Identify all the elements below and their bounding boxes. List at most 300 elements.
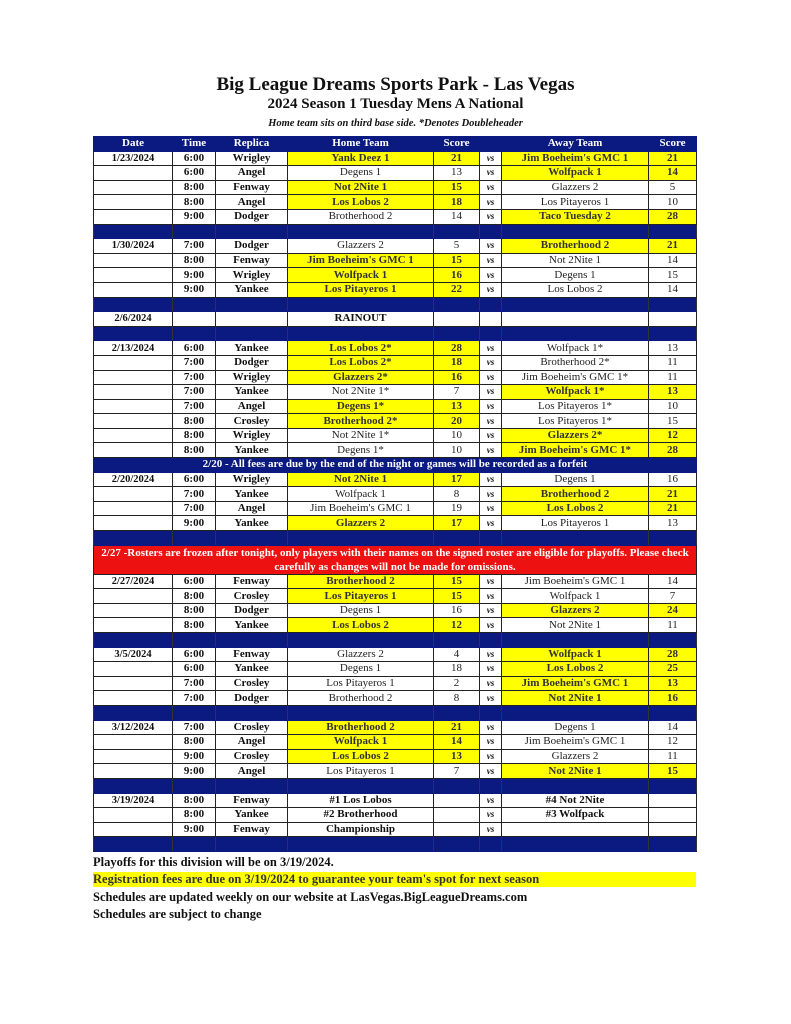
home-team-cell: Los Pitayeros 1 [288,589,434,604]
separator-cell [480,326,502,341]
away-team-cell: Los Lobos 2 [502,662,649,677]
home-score-cell: 20 [434,414,480,429]
home-score-cell: 15 [434,180,480,195]
home-team-cell: Wolfpack 1 [288,268,434,283]
date-cell [94,253,173,268]
replica-cell: Fenway [216,180,288,195]
vs-cell: vs [480,618,502,633]
replica-cell [216,312,288,327]
game-row [94,428,697,443]
away-score-cell: 28 [649,443,697,458]
separator-cell [288,837,434,852]
separator-cell [216,633,288,648]
time-cell: 8:00 [173,808,216,823]
separator-cell [216,297,288,312]
vs-cell: vs [480,574,502,589]
replica-cell: Wrigley [216,268,288,283]
date-cell: 3/19/2024 [94,793,173,808]
home-score-cell: 4 [434,647,480,662]
separator-cell [434,531,480,546]
away-team-cell: Degens 1 [502,268,649,283]
separator-cell [434,224,480,239]
week-separator [94,633,697,648]
home-team-cell: Los Pitayeros 1 [288,764,434,779]
away-score-cell: 11 [649,370,697,385]
home-team-cell: Glazzers 2 [288,239,434,254]
separator-cell [216,705,288,720]
time-cell: 6:00 [173,574,216,589]
separator-cell [502,326,649,341]
home-team-cell: Los Pitayeros 1 [288,282,434,297]
away-score-cell [649,793,697,808]
away-team-cell: Glazzers 2 [502,603,649,618]
separator-cell [649,837,697,852]
away-team-cell: Los Lobos 2 [502,282,649,297]
header-away-team: Away Team [502,137,649,152]
date-cell [94,385,173,400]
header-date: Date [94,137,173,152]
away-score-cell: 14 [649,720,697,735]
home-team-cell: RAINOUT [288,312,434,327]
time-cell: 8:00 [173,735,216,750]
week-separator [94,705,697,720]
time-cell: 8:00 [173,428,216,443]
playoffs-note: Playoffs for this division will be on 3/19/2024. [93,855,334,869]
date-cell [94,589,173,604]
header-replica: Replica [216,137,288,152]
week-separator [94,326,697,341]
away-score-cell: 16 [649,472,697,487]
game-row [94,735,697,750]
away-team-cell: Los Pitayeros 1* [502,414,649,429]
vs-cell: vs [480,151,502,166]
vs-cell: vs [480,647,502,662]
time-cell: 7:00 [173,355,216,370]
game-row [94,195,697,210]
home-team-cell: Degens 1 [288,662,434,677]
date-cell [94,370,173,385]
separator-cell [288,531,434,546]
vs-cell: vs [480,749,502,764]
separator-cell [480,531,502,546]
replica-cell: Yankee [216,487,288,502]
game-row [94,180,697,195]
away-team-cell: Not 2Nite 1 [502,691,649,706]
home-team-cell: Brotherhood 2 [288,720,434,735]
away-team-cell: Wolfpack 1* [502,385,649,400]
date-cell [94,735,173,750]
vs-cell: vs [480,487,502,502]
vs-cell: vs [480,720,502,735]
game-row [94,647,697,662]
replica-cell: Yankee [216,516,288,531]
date-cell: 2/13/2024 [94,341,173,356]
home-team-cell: #1 Los Lobos [288,793,434,808]
home-score-cell [434,312,480,327]
replica-cell: Yankee [216,443,288,458]
game-row [94,209,697,224]
home-score-cell: 17 [434,472,480,487]
date-cell [94,166,173,181]
away-score-cell: 14 [649,574,697,589]
replica-cell: Angel [216,195,288,210]
separator-cell [502,778,649,793]
away-team-cell: Brotherhood 2* [502,355,649,370]
home-team-cell: Brotherhood 2 [288,691,434,706]
away-team-cell: Wolfpack 1 [502,647,649,662]
away-score-cell: 13 [649,516,697,531]
header-time: Time [173,137,216,152]
game-row [94,822,697,837]
home-score-cell: 21 [434,720,480,735]
vs-cell: vs [480,268,502,283]
vs-cell: vs [480,428,502,443]
game-row [94,808,697,823]
time-cell: 6:00 [173,647,216,662]
home-score-cell: 13 [434,749,480,764]
replica-cell: Fenway [216,253,288,268]
away-team-cell: Wolfpack 1 [502,166,649,181]
vs-cell: vs [480,399,502,414]
away-score-cell: 12 [649,735,697,750]
away-team-cell: Not 2Nite 1 [502,764,649,779]
game-row [94,516,697,531]
replica-cell: Wrigley [216,151,288,166]
home-score-cell: 8 [434,691,480,706]
game-row [94,414,697,429]
replica-cell: Angel [216,166,288,181]
game-row [94,603,697,618]
time-cell: 6:00 [173,151,216,166]
away-score-cell: 15 [649,268,697,283]
home-team-cell: Brotherhood 2* [288,414,434,429]
away-team-cell: Los Lobos 2 [502,501,649,516]
separator-cell [288,778,434,793]
time-cell: 9:00 [173,516,216,531]
time-cell: 7:00 [173,676,216,691]
away-score-cell: 5 [649,180,697,195]
week-separator [94,837,697,852]
away-score-cell: 12 [649,428,697,443]
home-score-cell: 22 [434,282,480,297]
vs-cell: vs [480,603,502,618]
home-score-cell [434,793,480,808]
separator-cell [502,837,649,852]
date-cell [94,195,173,210]
away-score-cell: 24 [649,603,697,618]
vs-cell: vs [480,764,502,779]
vs-cell: vs [480,166,502,181]
schedule-table [93,136,697,852]
game-row [94,749,697,764]
home-team-cell: #2 Brotherhood [288,808,434,823]
game-row [94,355,697,370]
game-row [94,166,697,181]
home-score-cell: 10 [434,443,480,458]
replica-cell: Yankee [216,618,288,633]
header-row [94,137,697,152]
separator-cell [480,705,502,720]
separator-cell [502,531,649,546]
separator-cell [434,633,480,648]
separator-cell [173,297,216,312]
away-team-cell: Wolfpack 1 [502,589,649,604]
home-score-cell: 17 [434,516,480,531]
vs-cell: vs [480,822,502,837]
vs-cell: vs [480,385,502,400]
home-score-cell: 18 [434,662,480,677]
replica-cell: Yankee [216,282,288,297]
date-cell [94,443,173,458]
separator-cell [94,778,173,793]
away-team-cell: Glazzers 2 [502,749,649,764]
away-score-cell: 11 [649,749,697,764]
separator-cell [216,224,288,239]
away-team-cell: Los Pitayeros 1* [502,399,649,414]
away-score-cell: 10 [649,195,697,210]
vs-cell: vs [480,195,502,210]
away-team-cell: Degens 1 [502,472,649,487]
separator-cell [649,705,697,720]
home-team-cell: Degens 1 [288,603,434,618]
header-vs [480,137,502,152]
game-row [94,399,697,414]
home-score-cell [434,808,480,823]
away-score-cell: 15 [649,764,697,779]
time-cell: 8:00 [173,793,216,808]
separator-cell [94,705,173,720]
time-cell: 6:00 [173,341,216,356]
week-separator [94,224,697,239]
vs-cell: vs [480,443,502,458]
home-score-cell: 16 [434,370,480,385]
separator-cell [480,778,502,793]
game-row [94,282,697,297]
home-team-cell: Brotherhood 2 [288,209,434,224]
time-cell: 7:00 [173,239,216,254]
away-team-cell: Glazzers 2* [502,428,649,443]
away-score-cell: 21 [649,487,697,502]
separator-cell [502,224,649,239]
away-score-cell: 11 [649,355,697,370]
date-cell: 1/30/2024 [94,239,173,254]
home-team-cell: Los Lobos 2 [288,618,434,633]
vs-cell: vs [480,501,502,516]
away-team-cell: Wolfpack 1* [502,341,649,356]
home-score-cell: 14 [434,735,480,750]
away-score-cell: 13 [649,341,697,356]
separator-cell [94,297,173,312]
separator-cell [649,633,697,648]
game-row [94,662,697,677]
separator-cell [288,224,434,239]
separator-cell [94,633,173,648]
home-team-cell: Wolfpack 1 [288,735,434,750]
game-row [94,618,697,633]
replica-cell: Crosley [216,749,288,764]
replica-cell: Dodger [216,239,288,254]
replica-cell: Yankee [216,385,288,400]
date-cell [94,808,173,823]
date-cell [94,268,173,283]
home-team-cell: Los Lobos 2* [288,341,434,356]
home-score-cell: 18 [434,195,480,210]
time-cell: 7:00 [173,501,216,516]
away-team-cell: Los Pitayeros 1 [502,516,649,531]
date-cell [94,822,173,837]
date-cell [94,749,173,764]
separator-cell [434,297,480,312]
date-cell: 2/20/2024 [94,472,173,487]
date-cell [94,691,173,706]
away-team-cell: Brotherhood 2 [502,239,649,254]
away-score-cell [649,312,697,327]
vs-cell: vs [480,793,502,808]
time-cell: 7:00 [173,399,216,414]
separator-cell [216,837,288,852]
away-score-cell: 15 [649,414,697,429]
home-team-cell: Not 2Nite 1 [288,472,434,487]
time-cell: 8:00 [173,618,216,633]
vs-cell: vs [480,516,502,531]
time-cell: 8:00 [173,589,216,604]
date-cell: 2/6/2024 [94,312,173,327]
away-score-cell: 14 [649,253,697,268]
away-team-cell: Jim Boeheim's GMC 1 [502,574,649,589]
away-team-cell: Jim Boeheim's GMC 1* [502,443,649,458]
time-cell: 8:00 [173,443,216,458]
away-score-cell: 21 [649,501,697,516]
home-score-cell: 14 [434,209,480,224]
home-score-cell: 13 [434,399,480,414]
away-team-cell [502,822,649,837]
vs-cell: vs [480,282,502,297]
replica-cell: Dodger [216,209,288,224]
away-team-cell: Glazzers 2 [502,180,649,195]
separator-cell [173,531,216,546]
date-cell [94,516,173,531]
date-cell [94,428,173,443]
separator-cell [649,326,697,341]
home-score-cell: 21 [434,151,480,166]
away-team-cell: Brotherhood 2 [502,487,649,502]
game-row [94,574,697,589]
home-team-cell: Championship [288,822,434,837]
away-team-cell: Jim Boeheim's GMC 1 [502,151,649,166]
home-score-cell: 10 [434,428,480,443]
separator-cell [480,837,502,852]
separator-cell [502,633,649,648]
notice-text: 2/27 -Rosters are frozen after tonight, only players with their names on the signed roster are eligible for playoffs. Please check carefully as changes will not be made for omissions. [94,545,697,574]
away-team-cell: Jim Boeheim's GMC 1* [502,370,649,385]
away-score-cell: 13 [649,385,697,400]
time-cell: 7:00 [173,370,216,385]
home-score-cell: 18 [434,355,480,370]
home-team-cell: Jim Boeheim's GMC 1 [288,253,434,268]
away-score-cell: 28 [649,647,697,662]
week-separator [94,531,697,546]
replica-cell: Angel [216,764,288,779]
replica-cell: Fenway [216,647,288,662]
away-score-cell: 16 [649,691,697,706]
notice-text: 2/20 - All fees are due by the end of the night or games will be recorded as a forfeit [94,458,697,473]
separator-cell [649,531,697,546]
home-score-cell: 16 [434,603,480,618]
home-score-cell: 15 [434,253,480,268]
separator-cell [173,837,216,852]
separator-cell [173,778,216,793]
game-row [94,253,697,268]
week-separator [94,778,697,793]
vs-cell: vs [480,341,502,356]
change-note: Schedules are subject to change [93,907,262,921]
game-row [94,501,697,516]
replica-cell: Yankee [216,808,288,823]
separator-cell [480,633,502,648]
date-cell [94,618,173,633]
separator-cell [649,778,697,793]
replica-cell: Crosley [216,414,288,429]
home-score-cell: 28 [434,341,480,356]
vs-cell: vs [480,209,502,224]
separator-cell [288,326,434,341]
home-score-cell: 15 [434,574,480,589]
away-score-cell: 14 [649,282,697,297]
time-cell: 8:00 [173,180,216,195]
time-cell: 9:00 [173,749,216,764]
home-score-cell: 15 [434,589,480,604]
time-cell: 9:00 [173,209,216,224]
time-cell: 6:00 [173,662,216,677]
time-cell: 7:00 [173,385,216,400]
time-cell: 8:00 [173,253,216,268]
separator-cell [502,297,649,312]
away-team-cell: Jim Boeheim's GMC 1 [502,735,649,750]
date-cell [94,399,173,414]
rainout-row [94,312,697,327]
home-score-cell: 7 [434,385,480,400]
replica-cell: Yankee [216,341,288,356]
vs-cell: vs [480,472,502,487]
vs-cell: vs [480,691,502,706]
home-score-cell: 16 [434,268,480,283]
replica-cell: Crosley [216,589,288,604]
away-score-cell [649,808,697,823]
vs-cell: vs [480,808,502,823]
game-row [94,239,697,254]
home-score-cell: 5 [434,239,480,254]
away-score-cell [649,822,697,837]
replica-cell: Crosley [216,720,288,735]
time-cell: 6:00 [173,472,216,487]
game-row [94,472,697,487]
registration-note: Registration fees are due on 3/19/2024 to guarantee your team's spot for next season [93,872,696,887]
vs-cell: vs [480,239,502,254]
replica-cell: Dodger [216,355,288,370]
away-team-cell: Not 2Nite 1 [502,253,649,268]
vs-cell: vs [480,676,502,691]
home-team-cell: Degens 1 [288,166,434,181]
replica-cell: Angel [216,501,288,516]
separator-cell [216,778,288,793]
home-team-cell: Wolfpack 1 [288,487,434,502]
time-cell: 7:00 [173,691,216,706]
home-score-cell: 8 [434,487,480,502]
separator-cell [288,705,434,720]
date-cell [94,282,173,297]
game-row [94,720,697,735]
separator-cell [216,326,288,341]
